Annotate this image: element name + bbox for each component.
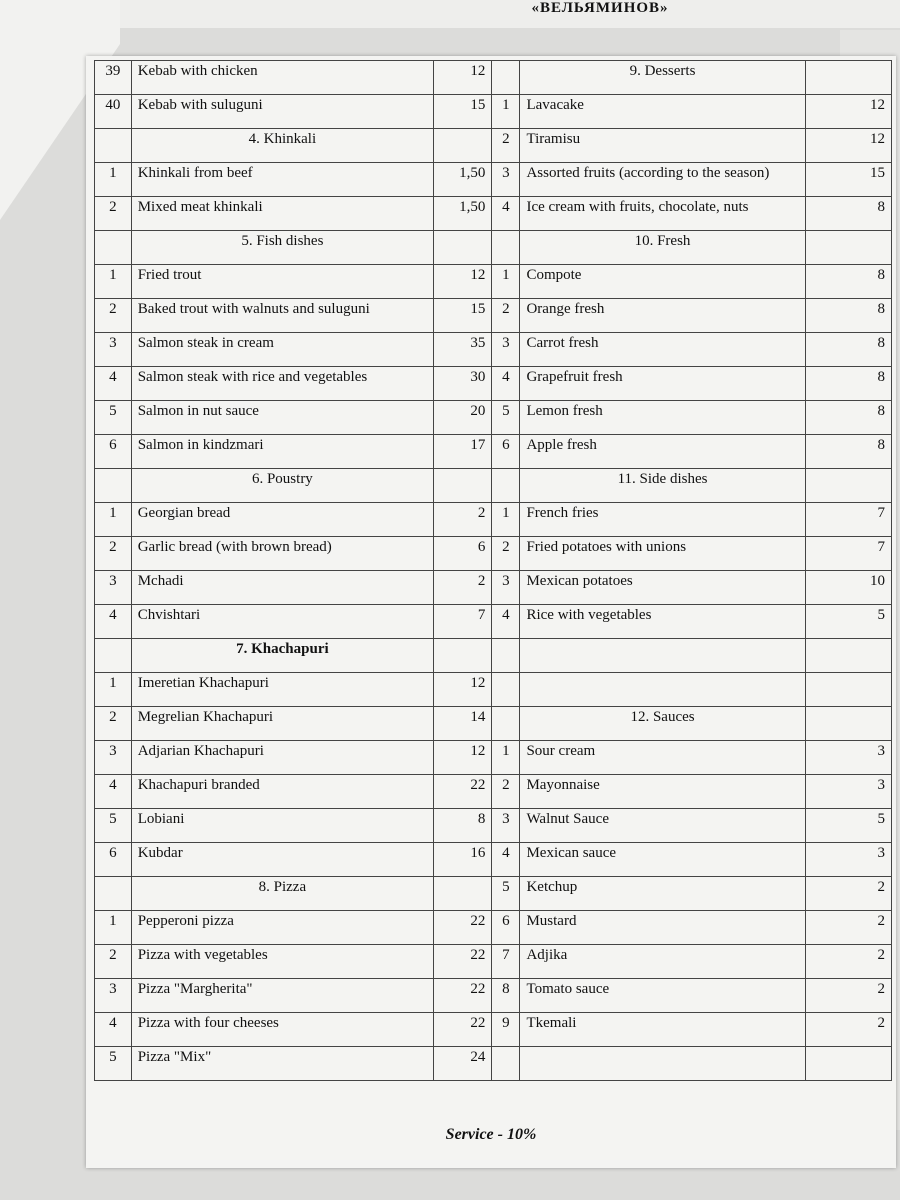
right-item-price: 3 bbox=[805, 741, 891, 775]
left-item-name: Kebab with suluguni bbox=[131, 95, 433, 129]
menu-row bbox=[95, 571, 892, 605]
menu-row bbox=[95, 673, 892, 707]
menu-row bbox=[95, 231, 892, 265]
right-item-number: 4 bbox=[492, 605, 520, 639]
right-item-name: Apple fresh bbox=[520, 435, 805, 469]
menu-row bbox=[95, 809, 892, 843]
right-item-price: 8 bbox=[805, 401, 891, 435]
menu-row bbox=[95, 911, 892, 945]
left-item-price: 16 bbox=[434, 843, 492, 877]
right-item-number: 1 bbox=[492, 741, 520, 775]
right-item-price bbox=[805, 231, 891, 265]
left-item-price: 2 bbox=[434, 503, 492, 537]
right-item-number: 5 bbox=[492, 401, 520, 435]
left-item-name: Fried trout bbox=[131, 265, 433, 299]
left-item-name: Kubdar bbox=[131, 843, 433, 877]
right-item-number bbox=[492, 673, 520, 707]
menu-row bbox=[95, 741, 892, 775]
right-item-price bbox=[805, 707, 891, 741]
right-item-number bbox=[492, 707, 520, 741]
menu-row bbox=[95, 265, 892, 299]
service-charge-note: Service - 10% bbox=[445, 1126, 537, 1143]
left-item-number: 6 bbox=[95, 435, 132, 469]
left-item-name: Mixed meat khinkali bbox=[131, 197, 433, 231]
left-item-name: Megrelian Khachapuri bbox=[131, 707, 433, 741]
right-section-title: 12. Sauces bbox=[520, 707, 805, 741]
right-item-number bbox=[492, 1047, 520, 1081]
menu-row bbox=[95, 707, 892, 741]
right-item-name: Rice with vegetables bbox=[520, 605, 805, 639]
left-item-name: Salmon in kindzmari bbox=[131, 435, 433, 469]
menu-row bbox=[95, 639, 892, 673]
right-item-price bbox=[805, 673, 891, 707]
right-item-price: 3 bbox=[805, 843, 891, 877]
right-item-price: 2 bbox=[805, 979, 891, 1013]
left-item-name: Adjarian Khachapuri bbox=[131, 741, 433, 775]
right-item-price: 5 bbox=[805, 809, 891, 843]
menu-sheet bbox=[86, 56, 896, 1168]
left-item-name: Khachapuri branded bbox=[131, 775, 433, 809]
right-item-name: Mustard bbox=[520, 911, 805, 945]
left-item-name: Salmon in nut sauce bbox=[131, 401, 433, 435]
right-section-title: 10. Fresh bbox=[520, 231, 805, 265]
right-item-name: Mexican potatoes bbox=[520, 571, 805, 605]
left-item-name: Pizza "Mix" bbox=[131, 1047, 433, 1081]
left-item-number: 5 bbox=[95, 1047, 132, 1081]
left-item-name: Baked trout with walnuts and suluguni bbox=[131, 299, 433, 333]
left-item-number: 3 bbox=[95, 571, 132, 605]
left-item-number: 1 bbox=[95, 265, 132, 299]
right-item-price bbox=[805, 1047, 891, 1081]
right-item-price: 8 bbox=[805, 435, 891, 469]
right-item-price bbox=[805, 469, 891, 503]
left-item-number bbox=[95, 129, 132, 163]
left-item-price: 22 bbox=[434, 979, 492, 1013]
left-section-title: 6. Poustry bbox=[131, 469, 433, 503]
right-item-number bbox=[492, 639, 520, 673]
left-item-price: 12 bbox=[434, 265, 492, 299]
left-item-name: Pizza with vegetables bbox=[131, 945, 433, 979]
right-item-number: 6 bbox=[492, 911, 520, 945]
left-item-name: Garlic bread (with brown bread) bbox=[131, 537, 433, 571]
left-item-price: 17 bbox=[434, 435, 492, 469]
left-item-price: 30 bbox=[434, 367, 492, 401]
left-item-number: 4 bbox=[95, 367, 132, 401]
left-item-number: 6 bbox=[95, 843, 132, 877]
right-item-name: Adjika bbox=[520, 945, 805, 979]
right-item-price: 2 bbox=[805, 877, 891, 911]
right-item-name: Walnut Sauce bbox=[520, 809, 805, 843]
left-item-price: 22 bbox=[434, 945, 492, 979]
right-item-name: Ketchup bbox=[520, 877, 805, 911]
left-item-number: 5 bbox=[95, 809, 132, 843]
left-item-name: Pizza "Margherita" bbox=[131, 979, 433, 1013]
right-item-price: 8 bbox=[805, 265, 891, 299]
menu-row bbox=[95, 299, 892, 333]
left-item-number bbox=[95, 877, 132, 911]
right-item-price: 12 bbox=[805, 95, 891, 129]
right-item-number bbox=[492, 231, 520, 265]
right-item-number: 4 bbox=[492, 843, 520, 877]
left-section-title: 5. Fish dishes bbox=[131, 231, 433, 265]
right-item-price: 8 bbox=[805, 299, 891, 333]
left-item-number: 4 bbox=[95, 775, 132, 809]
menu-row bbox=[95, 605, 892, 639]
menu-row bbox=[95, 197, 892, 231]
left-item-price bbox=[434, 129, 492, 163]
right-item-number: 3 bbox=[492, 333, 520, 367]
right-item-number: 2 bbox=[492, 775, 520, 809]
right-item-name: Grapefruit fresh bbox=[520, 367, 805, 401]
right-item-price: 2 bbox=[805, 911, 891, 945]
right-section-title: 9. Desserts bbox=[520, 61, 805, 95]
right-item-name: Lemon fresh bbox=[520, 401, 805, 435]
menu-row bbox=[95, 95, 892, 129]
right-item-price: 3 bbox=[805, 775, 891, 809]
left-item-price bbox=[434, 231, 492, 265]
menu-row bbox=[95, 979, 892, 1013]
left-item-price: 14 bbox=[434, 707, 492, 741]
left-item-price: 7 bbox=[434, 605, 492, 639]
left-section-title: 4. Khinkali bbox=[131, 129, 433, 163]
left-item-price: 20 bbox=[434, 401, 492, 435]
left-item-number: 1 bbox=[95, 911, 132, 945]
left-item-name: Mchadi bbox=[131, 571, 433, 605]
right-item-number bbox=[492, 469, 520, 503]
left-item-name: Pizza with four cheeses bbox=[131, 1013, 433, 1047]
right-item-number: 7 bbox=[492, 945, 520, 979]
right-item-number: 1 bbox=[492, 503, 520, 537]
right-item-number: 1 bbox=[492, 265, 520, 299]
right-item-number: 4 bbox=[492, 367, 520, 401]
left-item-name: Lobiani bbox=[131, 809, 433, 843]
left-section-title: 7. Khachapuri bbox=[131, 639, 433, 673]
left-item-number bbox=[95, 231, 132, 265]
right-item-name: Compote bbox=[520, 265, 805, 299]
left-item-number: 1 bbox=[95, 673, 132, 707]
left-item-number: 2 bbox=[95, 299, 132, 333]
left-item-number: 3 bbox=[95, 333, 132, 367]
right-item-name: Ice cream with fruits, chocolate, nuts bbox=[520, 197, 805, 231]
left-item-name: Chvishtari bbox=[131, 605, 433, 639]
right-item-number: 8 bbox=[492, 979, 520, 1013]
menu-row bbox=[95, 537, 892, 571]
right-item-number: 3 bbox=[492, 163, 520, 197]
left-item-number: 3 bbox=[95, 979, 132, 1013]
left-item-price: 35 bbox=[434, 333, 492, 367]
menu-row bbox=[95, 367, 892, 401]
right-item-name: Tkemali bbox=[520, 1013, 805, 1047]
left-item-number: 40 bbox=[95, 95, 132, 129]
right-item-number: 2 bbox=[492, 129, 520, 163]
right-item-name: Sour cream bbox=[520, 741, 805, 775]
right-item-number: 4 bbox=[492, 197, 520, 231]
menu-row bbox=[95, 469, 892, 503]
right-item-name bbox=[520, 673, 805, 707]
restaurant-name: «ВЕЛЬЯМИНОВ» bbox=[531, 0, 669, 16]
right-item-price bbox=[805, 61, 891, 95]
menu-row bbox=[95, 945, 892, 979]
menu-row bbox=[95, 775, 892, 809]
left-item-name: Khinkali from beef bbox=[131, 163, 433, 197]
left-item-number: 2 bbox=[95, 537, 132, 571]
right-item-number: 1 bbox=[492, 95, 520, 129]
menu-row bbox=[95, 1047, 892, 1081]
left-item-number: 4 bbox=[95, 1013, 132, 1047]
left-item-price: 15 bbox=[434, 95, 492, 129]
right-item-name: Mexican sauce bbox=[520, 843, 805, 877]
left-item-name: Georgian bread bbox=[131, 503, 433, 537]
left-item-number: 3 bbox=[95, 741, 132, 775]
left-item-name: Kebab with chicken bbox=[131, 61, 433, 95]
left-item-price bbox=[434, 877, 492, 911]
left-section-title: 8. Pizza bbox=[131, 877, 433, 911]
left-item-number: 1 bbox=[95, 503, 132, 537]
left-item-name: Pepperoni pizza bbox=[131, 911, 433, 945]
right-item-name: Orange fresh bbox=[520, 299, 805, 333]
menu-row bbox=[95, 61, 892, 95]
menu-row bbox=[95, 163, 892, 197]
right-item-number: 5 bbox=[492, 877, 520, 911]
right-item-price bbox=[805, 639, 891, 673]
left-item-price: 15 bbox=[434, 299, 492, 333]
menu-table bbox=[94, 60, 892, 1081]
right-item-name: Lavacake bbox=[520, 95, 805, 129]
right-item-name: Assorted fruits (according to the season) bbox=[520, 163, 805, 197]
right-item-name: Fried potatoes with unions bbox=[520, 537, 805, 571]
right-item-price: 2 bbox=[805, 945, 891, 979]
menu-row bbox=[95, 401, 892, 435]
left-item-price: 2 bbox=[434, 571, 492, 605]
menu-row bbox=[95, 435, 892, 469]
right-item-price: 10 bbox=[805, 571, 891, 605]
right-item-name bbox=[520, 1047, 805, 1081]
right-item-number: 3 bbox=[492, 809, 520, 843]
right-section-title: 11. Side dishes bbox=[520, 469, 805, 503]
right-item-number: 6 bbox=[492, 435, 520, 469]
menu-row bbox=[95, 1013, 892, 1047]
left-item-price: 22 bbox=[434, 1013, 492, 1047]
menu-row bbox=[95, 129, 892, 163]
right-item-name: Mayonnaise bbox=[520, 775, 805, 809]
left-item-number: 5 bbox=[95, 401, 132, 435]
right-item-name: Tomato sauce bbox=[520, 979, 805, 1013]
left-item-name: Salmon steak in cream bbox=[131, 333, 433, 367]
left-item-name: Imeretian Khachapuri bbox=[131, 673, 433, 707]
left-item-name: Salmon steak with rice and vegetables bbox=[131, 367, 433, 401]
right-item-price: 8 bbox=[805, 333, 891, 367]
left-item-number bbox=[95, 639, 132, 673]
right-item-price: 5 bbox=[805, 605, 891, 639]
left-item-number: 39 bbox=[95, 61, 132, 95]
right-item-price: 8 bbox=[805, 367, 891, 401]
right-item-number: 3 bbox=[492, 571, 520, 605]
right-item-name: Tiramisu bbox=[520, 129, 805, 163]
right-item-price: 2 bbox=[805, 1013, 891, 1047]
right-item-name bbox=[520, 639, 805, 673]
left-item-price: 6 bbox=[434, 537, 492, 571]
left-item-price bbox=[434, 469, 492, 503]
menu-row bbox=[95, 877, 892, 911]
right-item-price: 15 bbox=[805, 163, 891, 197]
left-item-number: 1 bbox=[95, 163, 132, 197]
right-item-number: 2 bbox=[492, 537, 520, 571]
left-item-price bbox=[434, 639, 492, 673]
left-item-price: 1,50 bbox=[434, 163, 492, 197]
right-item-price: 7 bbox=[805, 537, 891, 571]
left-item-price: 12 bbox=[434, 61, 492, 95]
left-item-number: 2 bbox=[95, 945, 132, 979]
left-item-price: 22 bbox=[434, 911, 492, 945]
left-item-number bbox=[95, 469, 132, 503]
menu-row bbox=[95, 333, 892, 367]
right-item-number: 2 bbox=[492, 299, 520, 333]
left-item-price: 12 bbox=[434, 673, 492, 707]
left-item-number: 2 bbox=[95, 197, 132, 231]
left-item-price: 8 bbox=[434, 809, 492, 843]
left-item-number: 2 bbox=[95, 707, 132, 741]
left-item-price: 1,50 bbox=[434, 197, 492, 231]
right-item-price: 7 bbox=[805, 503, 891, 537]
right-item-name: French fries bbox=[520, 503, 805, 537]
right-item-price: 12 bbox=[805, 129, 891, 163]
menu-row bbox=[95, 843, 892, 877]
left-item-price: 12 bbox=[434, 741, 492, 775]
right-item-number: 9 bbox=[492, 1013, 520, 1047]
left-item-price: 24 bbox=[434, 1047, 492, 1081]
right-item-name: Carrot fresh bbox=[520, 333, 805, 367]
left-item-number: 4 bbox=[95, 605, 132, 639]
right-item-price: 8 bbox=[805, 197, 891, 231]
right-item-number bbox=[492, 61, 520, 95]
left-item-price: 22 bbox=[434, 775, 492, 809]
menu-row bbox=[95, 503, 892, 537]
